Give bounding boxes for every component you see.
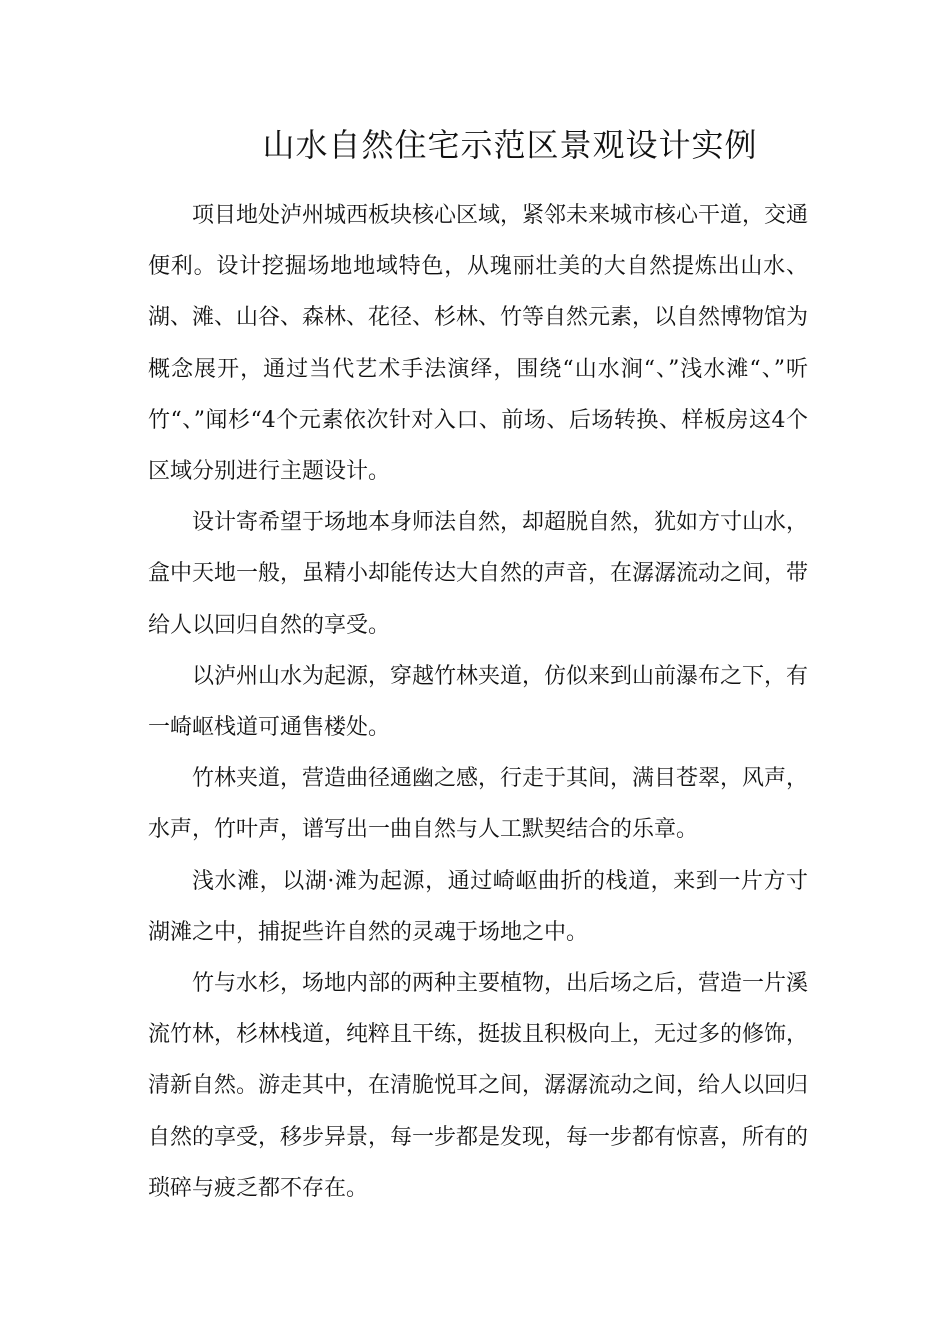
paragraph-1: 项目地处泸州城西板块核心区域，紧邻未来城市核心干道，交通便利。设计挖掘场地地域特色，从瑰丽壮美的大自然提炼出山水、湖、滩、山谷、森林、花径、杉林、竹等自然元素，以自然博物馆为概念展开，通过当代艺术手法演绎，围绕“山水涧“、”浅水滩“、”听竹“、”闻杉“4个元素依次针对入口、前场、后场转换、样板房这4个区域分别进行主题设计。 bbox=[148, 203, 809, 485]
paragraph-2: 设计寄希望于场地本身师法自然，却超脱自然，犹如方寸山水，盒中天地一般，虽精小却能传达大自然的声音，在潺潺流动之间，带给人以回归自然的享受。 bbox=[148, 510, 809, 638]
paragraph-4: 竹林夹道，营造曲径通幽之感，行走于其间，满目苍翠，风声，水声，竹叶声，谱写出一曲自然与人工默契结合的乐章。 bbox=[148, 766, 809, 843]
paragraph-6: 竹与水杉，场地内部的两种主要植物，出后场之后，营造一片溪流竹林，杉林栈道，纯粹且干练，挺拔且积极向上，无过多的修饰，清新自然。游走其中，在清脆悦耳之间，潺潺流动之间，给人以回归自然的享受，移步异景，每一步都是发现，每一步都有惊喜，所有的琐碎与疲乏都不存在。 bbox=[148, 971, 809, 1201]
document-title: 山水自然住宅示范区景观设计实例 bbox=[262, 126, 758, 164]
document-body bbox=[148, 190, 808, 1214]
paragraph-3: 以泸州山水为起源，穿越竹林夹道，仿似来到山前瀑布之下，有一崎岖栈道可通售楼处。 bbox=[148, 663, 809, 741]
paragraph-5: 浅水滩，以湖·滩为起源，通过崎岖曲折的栈道，来到一片方寸湖滩之中，捕捉些许自然的灵魂于场地之中。 bbox=[148, 868, 808, 945]
